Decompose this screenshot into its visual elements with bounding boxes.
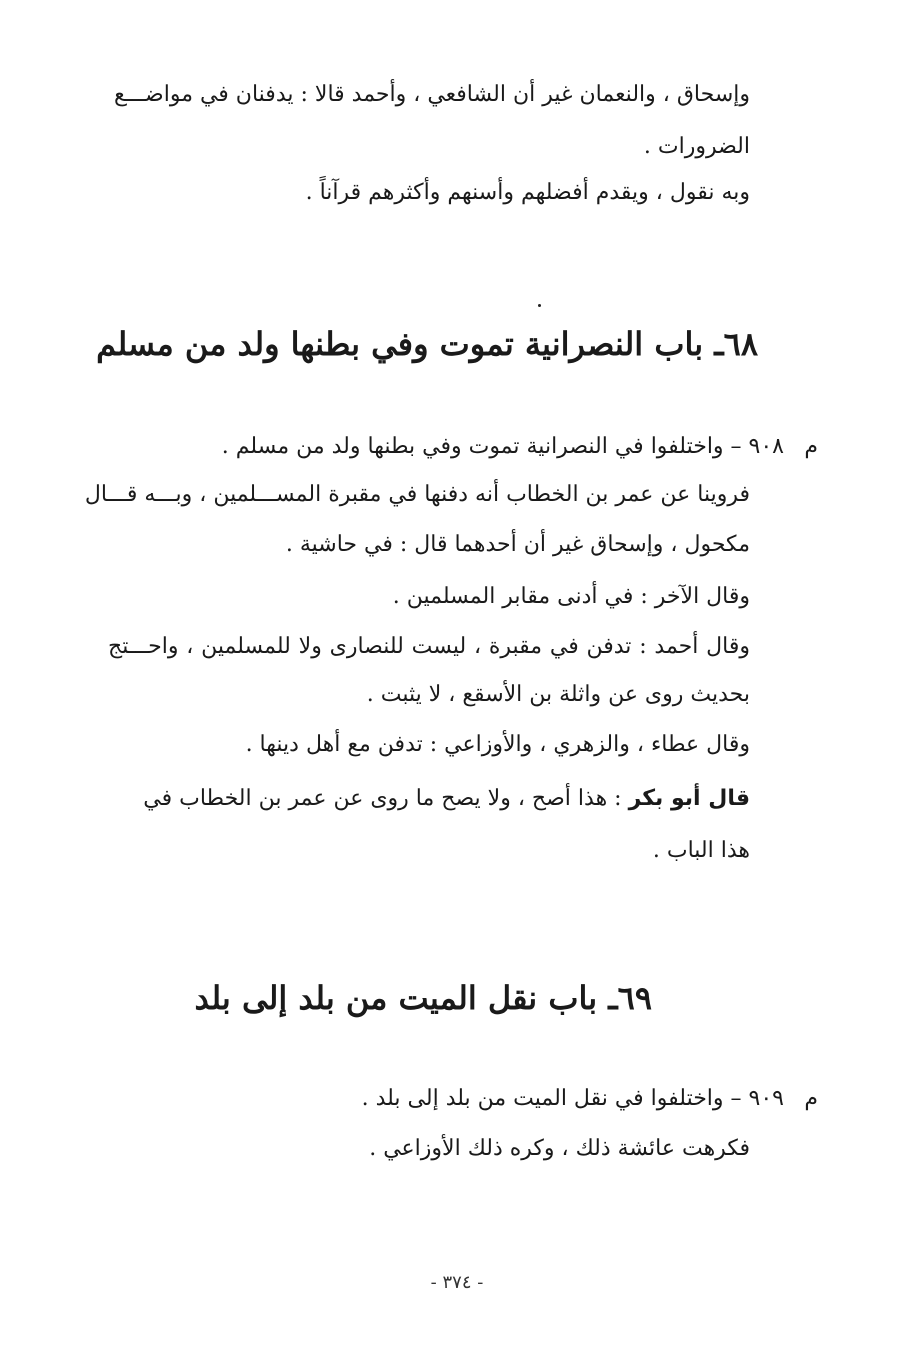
- para-908-1-line-2: مكحول ، وإسحاق غير أن أحدهما قال : في حاشية .: [285, 532, 750, 557]
- para-908-3-line-1: وقال أحمد : تدفن في مقبرة ، ليست للنصارى ولا للمسلمين ، واحـــتج: [108, 634, 750, 659]
- page-number: - ٣٧٤ -: [430, 1272, 484, 1293]
- continuation-line-3: وبه نقول ، ويقدم أفضلهم وأسنهم وأكثرهم قرآناً .: [305, 180, 750, 205]
- continuation-line-2: الضرورات .: [643, 134, 750, 159]
- issue-909-marker: م: [804, 1086, 818, 1111]
- issue-908-marker: م: [804, 434, 818, 459]
- para-908-5-line-1: [108, 784, 750, 814]
- para-909-1: فكرهت عائشة ذلك ، وكره ذلك الأوزاعي .: [369, 1136, 750, 1161]
- continuation-line-1: وإسحاق ، والنعمان غير أن الشافعي ، وأحمد قالا : يدفنان في مواضـــع: [113, 82, 750, 107]
- section-68-heading: ٦٨ـ باب النصرانية تموت وفي بطنها ولد من مسلم: [96, 325, 758, 363]
- issue-908-line: ٩٠٨ – واختلفوا في النصرانية تموت وفي بطنها ولد من مسلم .: [221, 434, 784, 459]
- ink-dot: [538, 304, 541, 307]
- para-908-5-rest: : هذا أصح ، ولا يصح ما روى عن عمر بن الخطاب في: [143, 786, 629, 811]
- para-908-4: وقال عطاء ، والزهري ، والأوزاعي : تدفن مع أهل دينها .: [245, 732, 750, 757]
- para-908-2: وقال الآخر : في أدنى مقابر المسلمين .: [392, 584, 750, 609]
- abu-bakr-lead: قال أبو بكر: [628, 786, 750, 811]
- para-908-5-line-2: هذا الباب .: [652, 838, 750, 863]
- para-908-3-line-2: بحديث روى عن واثلة بن الأسقع ، لا يثبت .: [366, 682, 750, 707]
- para-908-1-line-1: فروينا عن عمر بن الخطاب أنه دفنها في مقبرة المســـلمين ، وبـــه قـــال: [84, 482, 750, 507]
- section-69-heading: ٦٩ـ باب نقل الميت من بلد إلى بلد: [194, 979, 652, 1017]
- issue-909-line: ٩٠٩ – واختلفوا في نقل الميت من بلد إلى بلد .: [361, 1086, 784, 1111]
